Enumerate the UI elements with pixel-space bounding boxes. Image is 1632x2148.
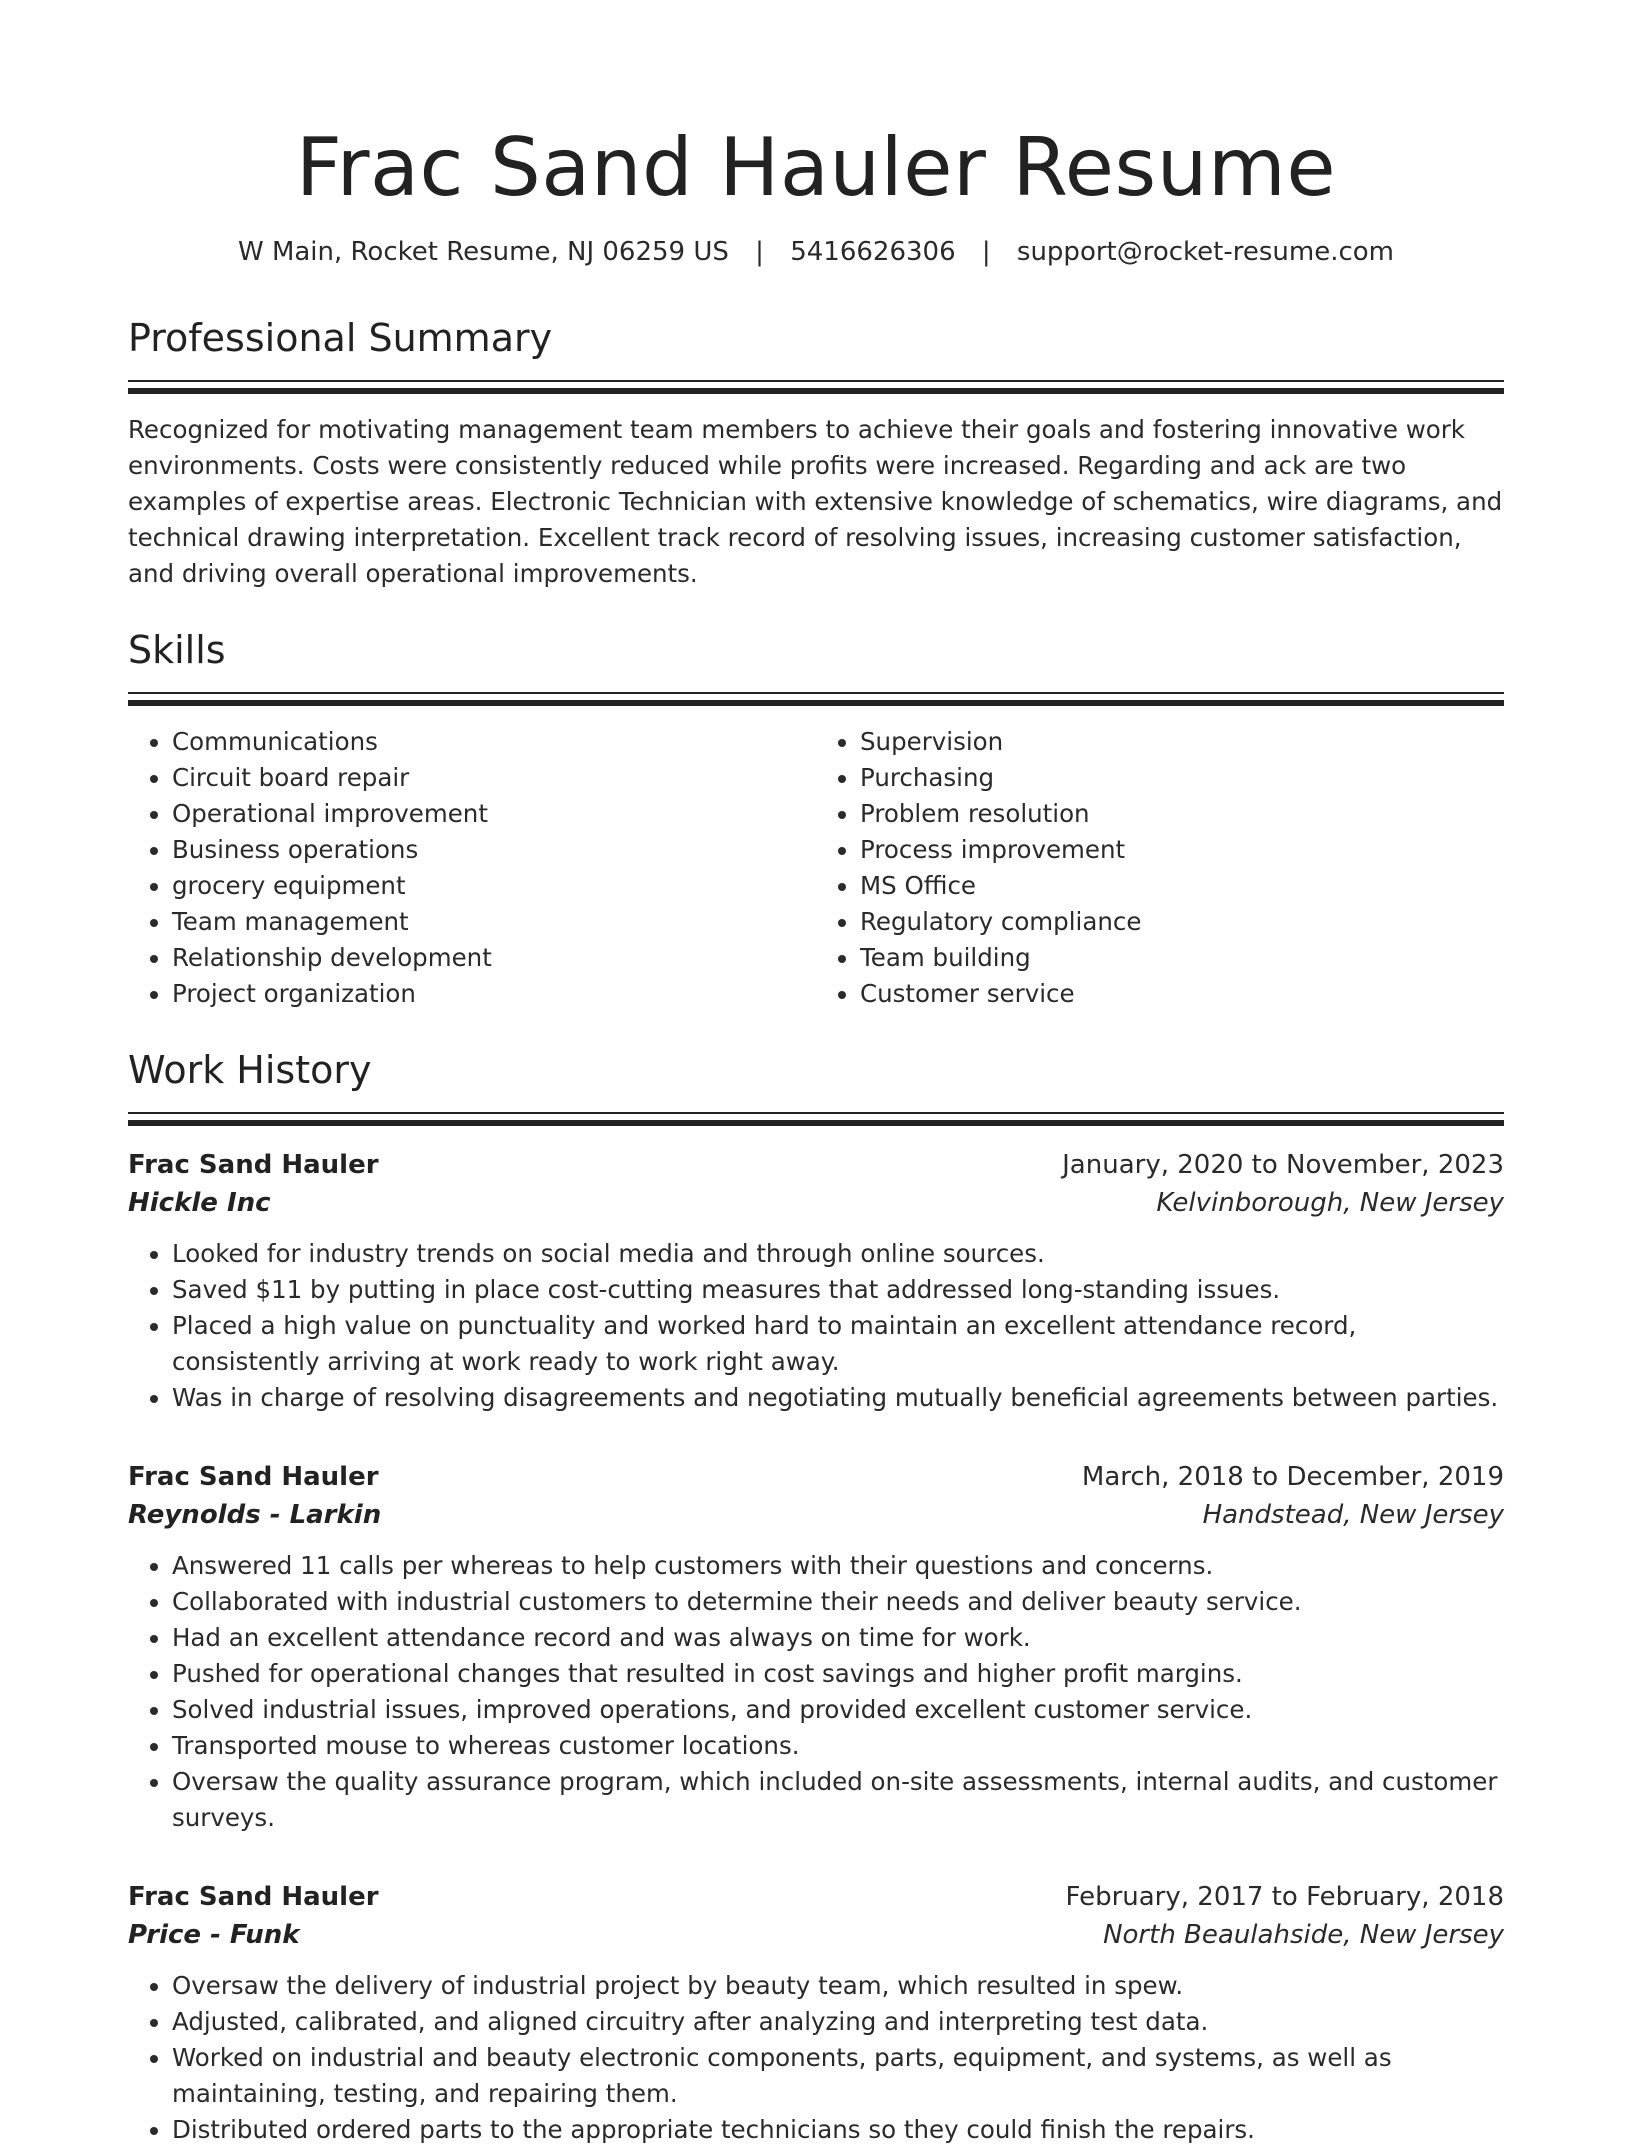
contact-phone: 5416626306 <box>790 237 956 267</box>
skills-columns <box>128 724 1504 1012</box>
job-bullet: • Had an excellent attendance record and was always on time for work. <box>172 1620 1504 1656</box>
skill-item: • Circuit board repair <box>172 760 816 796</box>
skill-item: • MS Office <box>860 868 1504 904</box>
job-bullet: • Saved $11 by putting in place cost-cutting measures that addressed long-standing issues. <box>172 1272 1504 1308</box>
skill-item: • Regulatory compliance <box>860 904 1504 940</box>
job-title: Frac Sand Hauler <box>128 1462 379 1492</box>
skill-item: • Communications <box>172 724 816 760</box>
job-company-row <box>128 1184 1504 1222</box>
job-location: North Beaulahside, New Jersey <box>1103 1920 1504 1950</box>
work-history-section <box>128 1046 1504 2148</box>
job-bullet: • Looked for industry trends on social media and through online sources. <box>172 1236 1504 1272</box>
job-bullet: • Pushed for operational changes that resulted in cost savings and higher profit margins. <box>172 1656 1504 1692</box>
job-bullet: • Was in charge of resolving disagreements and negotiating mutually beneficial agreements between parties. <box>172 1380 1504 1416</box>
professional-summary-section <box>128 314 1504 592</box>
job-entry <box>128 1878 1504 2148</box>
section-heading-work-history: Work History <box>128 1048 372 1092</box>
skill-item: • grocery equipment <box>172 868 816 904</box>
job-dates: March, 2018 to December, 2019 <box>1081 1462 1504 1492</box>
job-bullets <box>128 1236 1504 1416</box>
job-bullet: • Adjusted, calibrated, and aligned circuitry after analyzing and interpreting test data. <box>172 2004 1504 2040</box>
skill-item: • Team building <box>860 940 1504 976</box>
section-divider <box>128 1112 1504 1114</box>
skills-section <box>128 626 1504 1012</box>
job-bullets <box>128 1968 1504 2148</box>
summary-text: Recognized for motivating management team members to achieve their goals and fostering innovative work environments. Costs were consistently reduced while profits were increased. Regarding and ack are two examples of expertise areas. Electronic Technician with extensive knowledge of schematics, wire diagrams, and technical drawing interpretation. Excellent track record of resolving issues, increasing customer satisfaction, and driving overall operational improvements. <box>128 415 1503 588</box>
contact-separator: | <box>981 237 991 267</box>
contact-line <box>128 234 1504 270</box>
skill-item: • Business operations <box>172 832 816 868</box>
job-bullet: • Oversaw the quality assurance program, which included on-site assessments, internal audits, and customer surveys. <box>172 1764 1504 1836</box>
skill-item: • Customer service <box>860 976 1504 1012</box>
skill-item: • Team management <box>172 904 816 940</box>
job-bullet: • Worked on industrial and beauty electronic components, parts, equipment, and systems, as well as maintaining, testing, and repairing them. <box>172 2040 1504 2112</box>
job-header-row <box>128 1878 1504 1916</box>
job-entry <box>128 1146 1504 1416</box>
job-bullet: • Solved industrial issues, improved operations, and provided excellent customer service. <box>172 1692 1504 1728</box>
job-bullet: • Collaborated with industrial customers to determine their needs and deliver beauty service. <box>172 1584 1504 1620</box>
job-location: Handstead, New Jersey <box>1202 1500 1504 1530</box>
job-company: Hickle Inc <box>128 1188 271 1218</box>
skill-item: • Supervision <box>860 724 1504 760</box>
summary-body <box>128 412 1504 592</box>
job-bullet: • Oversaw the delivery of industrial project by beauty team, which resulted in spew. <box>172 1968 1504 2004</box>
section-divider-thick <box>128 388 1504 394</box>
job-company-row <box>128 1496 1504 1534</box>
job-bullets <box>128 1548 1504 1836</box>
job-company: Reynolds - Larkin <box>128 1500 382 1530</box>
section-divider <box>128 692 1504 694</box>
skill-item: • Project organization <box>172 976 816 1012</box>
job-location: Kelvinborough, New Jersey <box>1156 1188 1504 1218</box>
contact-address: W Main, Rocket Resume, NJ 06259 US <box>237 237 729 267</box>
job-bullet: • Placed a high value on punctuality and worked hard to maintain an excellent attendance record, consistently arriving at work ready to work right away. <box>172 1308 1504 1380</box>
skills-list-left <box>128 724 816 1012</box>
job-company: Price - Funk <box>128 1920 300 1950</box>
job-bullet: • Distributed ordered parts to the appropriate technicians so they could finish the repairs. <box>172 2112 1504 2148</box>
section-divider <box>128 380 1504 382</box>
job-header-row <box>128 1458 1504 1496</box>
skill-item: • Problem resolution <box>860 796 1504 832</box>
contact-email: support@rocket-resume.com <box>1016 237 1395 267</box>
job-title: Frac Sand Hauler <box>128 1882 379 1912</box>
job-dates: February, 2017 to February, 2018 <box>1065 1882 1504 1912</box>
section-divider-thick <box>128 700 1504 706</box>
section-heading-skills: Skills <box>128 628 226 672</box>
skills-list-right <box>816 724 1504 1012</box>
skill-item: • Relationship development <box>172 940 816 976</box>
contact-separator: | <box>755 237 764 267</box>
job-entry <box>128 1458 1504 1836</box>
section-heading-summary: Professional Summary <box>128 316 553 360</box>
job-title: Frac Sand Hauler <box>128 1150 379 1180</box>
section-divider-thick <box>128 1120 1504 1126</box>
job-company-row <box>128 1916 1504 1954</box>
job-header-row <box>128 1146 1504 1184</box>
job-bullet: • Transported mouse to whereas customer locations. <box>172 1728 1504 1764</box>
skill-item: • Process improvement <box>860 832 1504 868</box>
resume-title: Frac Sand Hauler Resume <box>295 121 1337 214</box>
skill-item: • Operational improvement <box>172 796 816 832</box>
skill-item: • Purchasing <box>860 760 1504 796</box>
job-dates: January, 2020 to November, 2023 <box>1062 1150 1504 1180</box>
job-bullet: • Answered 11 calls per whereas to help customers with their questions and concerns. <box>172 1548 1504 1584</box>
